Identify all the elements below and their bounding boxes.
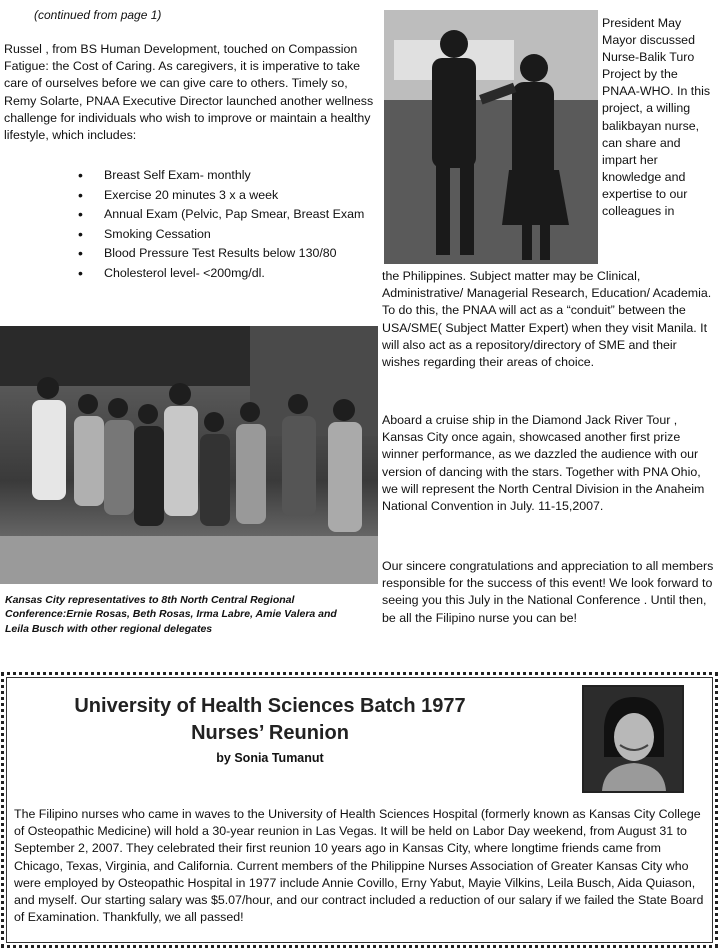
continued-note: (continued from page 1) xyxy=(34,8,162,22)
cruise-paragraph: Aboard a cruise ship in the Diamond Jack River Tour , Kansas City once again, showcased another first prize winner performance, as we dazzled the audience with our version of dancing with the stars. Together with PNA Ohio, we will represent the North Central Division in the Anaheim National Convention in July. 11-15,2007. xyxy=(382,413,705,514)
reunion-title xyxy=(0,693,540,747)
group-photo xyxy=(0,326,378,584)
dancing-photo xyxy=(384,10,598,264)
balik-turo-paragraph-top xyxy=(602,15,718,220)
reunion-title-line2: Nurses’ Reunion xyxy=(191,722,349,744)
checklist-item: • Breast Self Exam- monthly xyxy=(78,166,378,186)
author-portrait xyxy=(582,685,684,793)
checklist-item: • Annual Exam (Pelvic, Pap Smear, Breast Exam xyxy=(78,205,378,225)
checklist-item: • Cholesterol level- <200mg/dl. xyxy=(78,264,378,284)
wellness-checklist xyxy=(78,166,378,283)
reunion-title-line1: University of Health Sciences Batch 1977 xyxy=(74,695,466,717)
photo-caption: Kansas City representatives to 8th North Central Regional Conference:Ernie Rosas, Beth Rosas, Irma Labre, Amie Valera and Leila Busch with other regional delegates xyxy=(5,594,337,635)
checklist-item: • Blood Pressure Test Results below 130/80 xyxy=(78,244,378,264)
reunion-body: The Filipino nurses who came in waves to the University of Health Sciences Hospital (formerly known as Kansas City College of Osteopathic Medicine) will hold a 30-year reunion in Las Vegas. It will be held on Labor Day weekend, from August 31 to September 2, 2007. They celebrated their first reunion 10 years ago in Kansas City, where longtime friends came from Chicago, Texas, Virginia, and California. Current members of the Philippine Nurses Association of Greater Kansas City who were employed by Osteopathic Hospital in 1977 include Annie Covillo, Erny Yabut, Mayie Vilkins, Leila Busch, Aida Quiason, and myself. Our starting salary was $5.07/hour, and our contract included a reduction of our salary if we failed the State Board of Examination. Thankfully, we all passed! xyxy=(14,807,704,925)
congratulations-paragraph: Our sincere congratulations and appreciation to all members responsible for the success of this event! We look forward to seeing you this July in the National Conference . Until then, be all the Filipino nurse you can be! xyxy=(382,559,714,625)
wellness-intro-paragraph: Russel , from BS Human Development, touched on Compassion Fatigue: the Cost of Caring. As caregivers, it is imperative to take care of ourselves before we can give care to others. Timely so, Remy Solarte, PNAA Executive Director launched another wellness challenge for individuals who wish to improve or maintain a healthy lifestyle, which includes: xyxy=(4,42,374,143)
reunion-byline: by Sonia Tumanut xyxy=(216,751,324,765)
checklist-item: • Exercise 20 minutes 3 x a week xyxy=(78,186,378,206)
balik-turo-paragraph-rest: the Philippines. Subject matter may be Clinical, Administrative/ Managerial Research, Education/ Academia. To do this, the PNAA will act as a “conduit” between the USA/SME( Subject Matter Expert) when they visit Manila. It will also act as a repository/directory of SME and their wishes regarding their areas of choice. xyxy=(382,269,712,370)
checklist-item: • Smoking Cessation xyxy=(78,225,378,245)
balik-turo-text-top: President May Mayor discussed Nurse-Balik Turo Project by the PNAA-WHO. In this project, a willing balikbayan nurse, can share and impart her knowledge and expertise to our colleagues in xyxy=(602,16,711,219)
